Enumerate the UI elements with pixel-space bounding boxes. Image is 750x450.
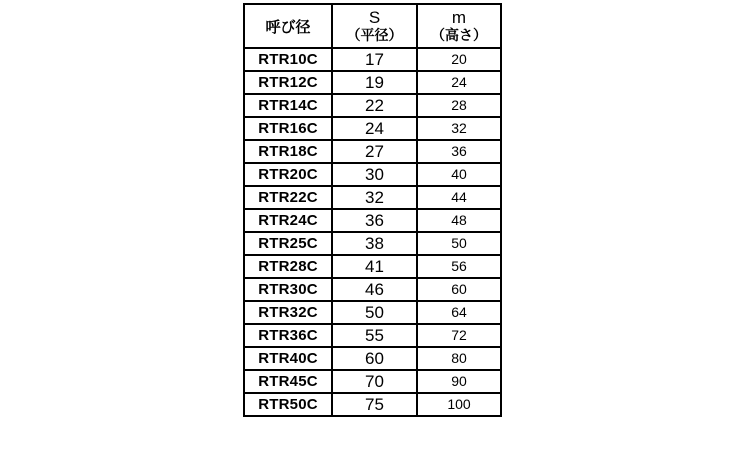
spec-table-container [243, 3, 500, 447]
table-body [244, 48, 501, 416]
table-row [244, 163, 501, 186]
table-row [244, 140, 501, 163]
dimension-table [243, 3, 502, 417]
cell-m-height: 40 [417, 163, 501, 186]
table-row [244, 393, 501, 416]
cell-s-width: 38 [332, 232, 417, 255]
cell-nominal-size: RTR12C [244, 71, 332, 94]
header-m-height [417, 4, 501, 48]
table-row [244, 370, 501, 393]
cell-m-height: 48 [417, 209, 501, 232]
cell-s-width: 70 [332, 370, 417, 393]
cell-s-width: 75 [332, 393, 417, 416]
cell-nominal-size: RTR18C [244, 140, 332, 163]
cell-s-width: 17 [332, 48, 417, 71]
cell-nominal-size: RTR16C [244, 117, 332, 140]
cell-m-height: 28 [417, 94, 501, 117]
cell-m-height: 36 [417, 140, 501, 163]
cell-m-height: 32 [417, 117, 501, 140]
cell-nominal-size: RTR50C [244, 393, 332, 416]
cell-m-height: 60 [417, 278, 501, 301]
table-row [244, 186, 501, 209]
cell-m-height: 100 [417, 393, 501, 416]
table-row [244, 94, 501, 117]
cell-m-height: 72 [417, 324, 501, 347]
table-row [244, 278, 501, 301]
table-row [244, 71, 501, 94]
cell-nominal-size: RTR36C [244, 324, 332, 347]
table-row [244, 347, 501, 370]
cell-nominal-size: RTR14C [244, 94, 332, 117]
table-header [244, 4, 501, 48]
cell-m-height: 80 [417, 347, 501, 370]
cell-s-width: 55 [332, 324, 417, 347]
cell-nominal-size: RTR40C [244, 347, 332, 370]
cell-nominal-size: RTR28C [244, 255, 332, 278]
cell-nominal-size: RTR25C [244, 232, 332, 255]
table-row [244, 232, 501, 255]
header-m-symbol: m [451, 7, 467, 27]
table-row [244, 324, 501, 347]
table-row [244, 48, 501, 71]
cell-m-height: 50 [417, 232, 501, 255]
cell-s-width: 22 [332, 94, 417, 117]
cell-s-width: 60 [332, 347, 417, 370]
cell-s-width: 32 [332, 186, 417, 209]
cell-s-width: 30 [332, 163, 417, 186]
cell-m-height: 64 [417, 301, 501, 324]
cell-nominal-size: RTR32C [244, 301, 332, 324]
cell-s-width: 50 [332, 301, 417, 324]
cell-s-width: 46 [332, 278, 417, 301]
header-s-width [332, 4, 417, 48]
header-nominal-size: 呼び径 [244, 4, 332, 48]
table-row [244, 301, 501, 324]
table-row [244, 255, 501, 278]
cell-nominal-size: RTR30C [244, 278, 332, 301]
header-s-subtitle: （平径） [346, 27, 403, 44]
cell-m-height: 20 [417, 48, 501, 71]
cell-nominal-size: RTR24C [244, 209, 332, 232]
table-row [244, 209, 501, 232]
cell-s-width: 24 [332, 117, 417, 140]
cell-s-width: 41 [332, 255, 417, 278]
cell-s-width: 36 [332, 209, 417, 232]
cell-s-width: 27 [332, 140, 417, 163]
cell-m-height: 56 [417, 255, 501, 278]
table-row [244, 117, 501, 140]
cell-nominal-size: RTR22C [244, 186, 332, 209]
header-s-symbol: S [368, 7, 381, 27]
cell-m-height: 24 [417, 71, 501, 94]
cell-nominal-size: RTR20C [244, 163, 332, 186]
cell-nominal-size: RTR45C [244, 370, 332, 393]
cell-s-width: 19 [332, 71, 417, 94]
header-m-subtitle: （高さ） [431, 27, 487, 44]
cell-nominal-size: RTR10C [244, 48, 332, 71]
cell-m-height: 90 [417, 370, 501, 393]
header-row [244, 4, 501, 48]
cell-m-height: 44 [417, 186, 501, 209]
